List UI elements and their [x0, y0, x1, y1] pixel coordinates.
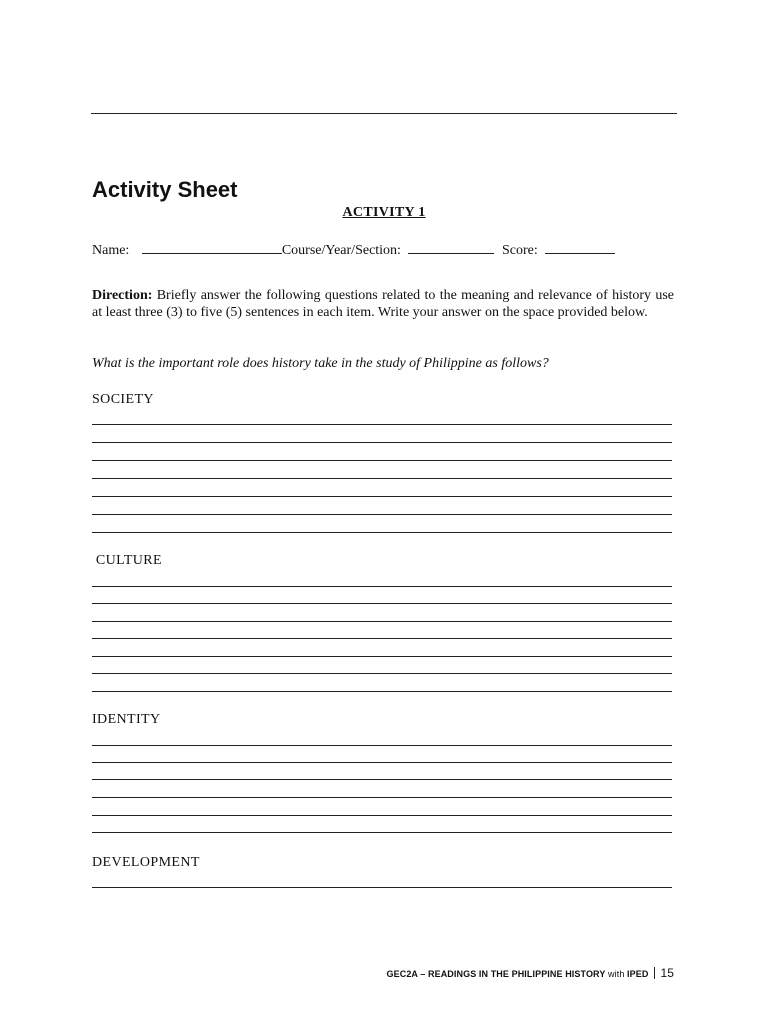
course-blank[interactable] — [408, 242, 494, 254]
section-label-identity: IDENTITY — [92, 712, 161, 727]
footer-with: with — [605, 969, 628, 979]
answer-line[interactable] — [92, 779, 672, 780]
answer-line[interactable] — [92, 797, 672, 798]
page-footer — [387, 966, 674, 980]
top-rule — [91, 113, 677, 114]
student-info-line — [92, 242, 615, 259]
answer-line[interactable] — [92, 887, 672, 888]
question-prompt: What is the important role does history take in the study of Philippine as follows? — [92, 356, 549, 371]
name-label: Name: — [92, 243, 130, 258]
answer-line[interactable] — [92, 691, 672, 692]
answer-line[interactable] — [92, 673, 672, 674]
footer-separator — [654, 967, 655, 979]
footer-course-title: GEC2A – READINGS IN THE PHILIPPINE HISTORY — [386, 969, 606, 979]
answer-line[interactable] — [92, 832, 672, 833]
direction-label: Direction: — [92, 288, 153, 303]
answer-line[interactable] — [92, 815, 672, 816]
activity-heading: ACTIVITY 1 — [342, 205, 426, 220]
answer-line[interactable] — [92, 424, 672, 425]
course-label: Course/Year/Section: — [281, 243, 401, 258]
name-blank[interactable] — [142, 242, 282, 254]
direction-paragraph — [92, 288, 674, 321]
answer-line[interactable] — [92, 478, 672, 479]
section-label-development: DEVELOPMENT — [92, 855, 200, 870]
direction-text: Briefly answer the following questions related to the meaning and relevance of history use at least three (3) to five (5) sentences in each item. Write your answer on the space provided below. — [92, 288, 674, 320]
page-number: 15 — [660, 966, 674, 980]
answer-line[interactable] — [92, 586, 672, 587]
answer-line[interactable] — [92, 638, 672, 639]
answer-line[interactable] — [92, 532, 672, 533]
footer-iped: IPED — [627, 969, 649, 979]
score-label: Score: — [501, 243, 538, 258]
answer-line[interactable] — [92, 460, 672, 461]
page-title: Activity Sheet — [92, 177, 238, 202]
answer-line[interactable] — [92, 514, 672, 515]
answer-line[interactable] — [92, 603, 672, 604]
answer-line[interactable] — [92, 496, 672, 497]
answer-line[interactable] — [92, 745, 672, 746]
section-label-culture: CULTURE — [92, 553, 162, 568]
answer-line[interactable] — [92, 621, 672, 622]
answer-line[interactable] — [92, 656, 672, 657]
section-label-society: SOCIETY — [92, 392, 154, 407]
answer-line[interactable] — [92, 762, 672, 763]
score-blank[interactable] — [545, 242, 615, 254]
answer-line[interactable] — [92, 442, 672, 443]
